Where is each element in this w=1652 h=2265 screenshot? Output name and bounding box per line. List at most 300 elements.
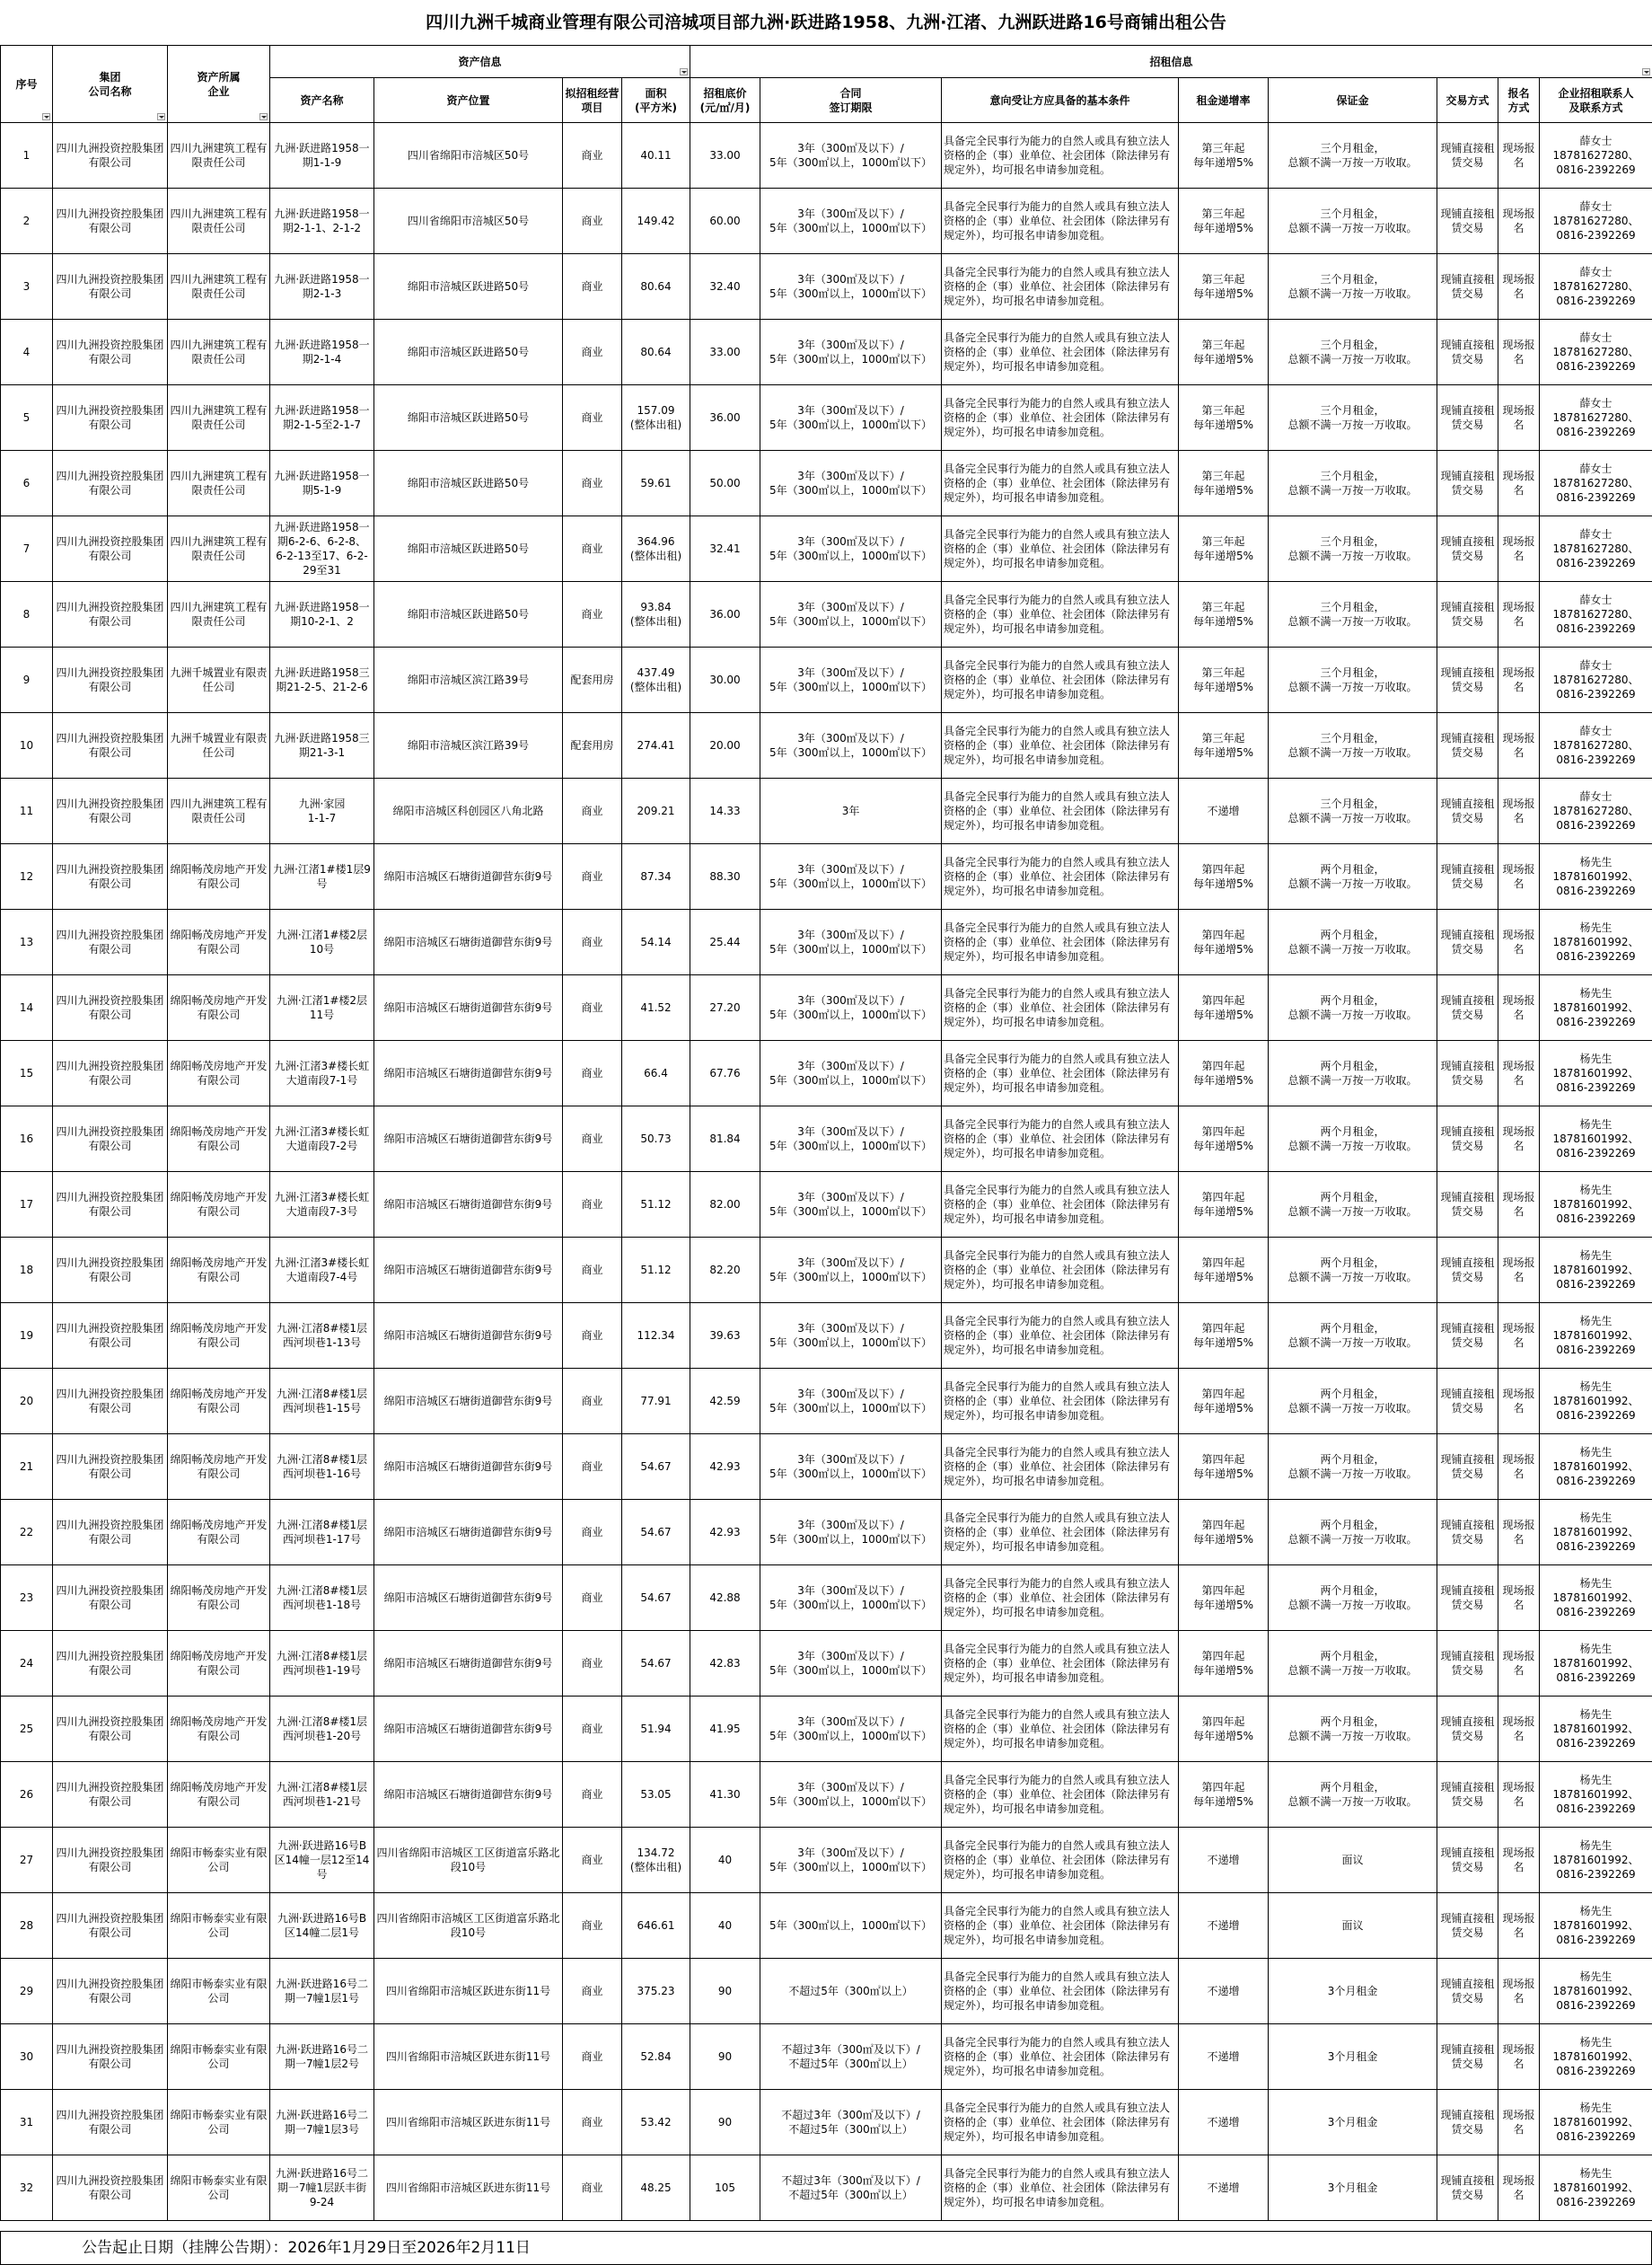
signup-cell: 现场报名 <box>1498 385 1540 451</box>
group-company-cell: 四川九洲投资控股集团有限公司 <box>53 2024 168 2090</box>
term-cell: 3年（300㎡及以下）/ 5年（300㎡以上，1000㎡以下） <box>760 1041 942 1106</box>
asset-owner-cell: 绵阳市畅泰实业有限公司 <box>168 1828 270 1893</box>
term-cell: 3年（300㎡及以下）/ 5年（300㎡以上，1000㎡以下） <box>760 123 942 189</box>
asset-name-cell: 九洲·跃进路16号二期一7幢1层2号 <box>270 2024 374 2090</box>
base-price-cell: 39.63 <box>690 1303 760 1369</box>
conditions-cell: 具备完全民事行为能力的自然人或具有独立法人资格的企（事）业单位、社会团体（除法律另有规定外），均可报名申请参加竞租。 <box>942 910 1179 975</box>
method-cell: 现铺直接租赁交易 <box>1437 1041 1498 1106</box>
conditions-cell: 具备完全民事行为能力的自然人或具有独立法人资格的企（事）业单位、社会团体（除法律另有规定外），均可报名申请参加竞租。 <box>942 1697 1179 1762</box>
method-cell: 现铺直接租赁交易 <box>1437 1893 1498 1959</box>
conditions-cell: 具备完全民事行为能力的自然人或具有独立法人资格的企（事）业单位、社会团体（除法律另有规定外），均可报名申请参加竞租。 <box>942 1500 1179 1565</box>
asset-location-cell: 绵阳市涪城区跃进路50号 <box>374 451 563 516</box>
asset-name-cell: 九洲·江渚1#楼2层10号 <box>270 910 374 975</box>
business-cell: 商业 <box>563 910 622 975</box>
filter-dropdown-icon[interactable] <box>42 113 50 120</box>
group-company-cell: 四川九洲投资控股集团有限公司 <box>53 1303 168 1369</box>
header-seq: 序号 <box>1 46 53 123</box>
table-row <box>1 648 1652 713</box>
signup-cell: 现场报名 <box>1498 1828 1540 1893</box>
header-group-company: 集团 公司名称 <box>53 46 168 123</box>
signup-cell: 现场报名 <box>1498 1500 1540 1565</box>
asset-owner-cell: 绵阳市畅泰实业有限公司 <box>168 2155 270 2221</box>
asset-owner-cell: 绵阳畅茂房地产开发有限公司 <box>168 1565 270 1631</box>
signup-cell: 现场报名 <box>1498 2090 1540 2155</box>
asset-location-cell: 绵阳市涪城区石塘街道御营东街9号 <box>374 1041 563 1106</box>
conditions-cell: 具备完全民事行为能力的自然人或具有独立法人资格的企（事）业单位、社会团体（除法律另有规定外），均可报名申请参加竞租。 <box>942 1369 1179 1434</box>
business-cell: 商业 <box>563 2155 622 2221</box>
asset-owner-cell: 四川九洲建筑工程有限责任公司 <box>168 779 270 844</box>
base-price-cell: 14.33 <box>690 779 760 844</box>
contact-cell: 薛女士 18781627280、 0816-2392269 <box>1540 123 1652 189</box>
business-cell: 商业 <box>563 2090 622 2155</box>
contact-cell: 杨先生 18781601992、 0816-2392269 <box>1540 1106 1652 1172</box>
business-cell: 商业 <box>563 451 622 516</box>
asset-location-cell: 绵阳市涪城区石塘街道御营东街9号 <box>374 975 563 1041</box>
deposit-cell: 3个月租金 <box>1269 2155 1437 2221</box>
group-company-cell: 四川九洲投资控股集团有限公司 <box>53 320 168 385</box>
increase-cell: 第三年起 每年递增5% <box>1179 516 1269 582</box>
base-price-cell: 42.59 <box>690 1369 760 1434</box>
table-row <box>1 451 1652 516</box>
asset-name-cell: 九洲·跃进路1958一期2-1-5至2-1-7 <box>270 385 374 451</box>
contact-cell: 薛女士 18781627280、 0816-2392269 <box>1540 582 1652 648</box>
asset-location-cell: 绵阳市涪城区跃进路50号 <box>374 320 563 385</box>
group-company-cell: 四川九洲投资控股集团有限公司 <box>53 1500 168 1565</box>
asset-owner-cell: 四川九洲建筑工程有限责任公司 <box>168 320 270 385</box>
method-cell: 现铺直接租赁交易 <box>1437 189 1498 254</box>
signup-cell: 现场报名 <box>1498 254 1540 320</box>
method-cell: 现铺直接租赁交易 <box>1437 2155 1498 2221</box>
business-cell: 商业 <box>563 844 622 910</box>
asset-owner-cell: 绵阳畅茂房地产开发有限公司 <box>168 844 270 910</box>
signup-cell: 现场报名 <box>1498 910 1540 975</box>
asset-name-cell: 九洲·跃进路16号二期一7幢1层跃丰街9-24 <box>270 2155 374 2221</box>
conditions-cell: 具备完全民事行为能力的自然人或具有独立法人资格的企（事）业单位、社会团体（除法律另有规定外），均可报名申请参加竞租。 <box>942 1238 1179 1303</box>
term-cell: 3年（300㎡及以下）/ 5年（300㎡以上，1000㎡以下） <box>760 910 942 975</box>
group-company-cell: 四川九洲投资控股集团有限公司 <box>53 1434 168 1500</box>
asset-location-cell: 四川省绵阳市涪城区跃进东街11号 <box>374 2155 563 2221</box>
asset-location-cell: 绵阳市涪城区跃进路50号 <box>374 582 563 648</box>
table-row <box>1 254 1652 320</box>
row-seq-cell: 4 <box>1 320 53 385</box>
asset-location-cell: 绵阳市涪城区石塘街道御营东街9号 <box>374 844 563 910</box>
contact-cell: 杨先生 18781601992、 0816-2392269 <box>1540 1893 1652 1959</box>
asset-location-cell: 绵阳市涪城区石塘街道御营东街9号 <box>374 1303 563 1369</box>
asset-location-cell: 四川省绵阳市涪城区工区街道富乐路北段10号 <box>374 1893 563 1959</box>
conditions-cell: 具备完全民事行为能力的自然人或具有独立法人资格的企（事）业单位、社会团体（除法律另有规定外），均可报名申请参加竞租。 <box>942 1893 1179 1959</box>
deposit-cell: 三个月租金， 总额不满一万按一万收取。 <box>1269 516 1437 582</box>
method-cell: 现铺直接租赁交易 <box>1437 385 1498 451</box>
asset-location-cell: 四川省绵阳市涪城区50号 <box>374 123 563 189</box>
signup-cell: 现场报名 <box>1498 779 1540 844</box>
asset-location-cell: 绵阳市涪城区石塘街道御营东街9号 <box>374 1565 563 1631</box>
table-row <box>1 1172 1652 1238</box>
row-seq-cell: 25 <box>1 1697 53 1762</box>
row-seq-cell: 14 <box>1 975 53 1041</box>
asset-location-cell: 绵阳市涪城区石塘街道御营东街9号 <box>374 1500 563 1565</box>
conditions-cell: 具备完全民事行为能力的自然人或具有独立法人资格的企（事）业单位、社会团体（除法律另有规定外），均可报名申请参加竞租。 <box>942 1172 1179 1238</box>
base-price-cell: 42.93 <box>690 1434 760 1500</box>
header-base-price: 招租底价 (元/㎡/月) <box>690 78 760 123</box>
group-company-cell: 四川九洲投资控股集团有限公司 <box>53 1828 168 1893</box>
business-cell: 商业 <box>563 1697 622 1762</box>
asset-location-cell: 绵阳市涪城区石塘街道御营东街9号 <box>374 1697 563 1762</box>
increase-cell: 第三年起 每年递增5% <box>1179 713 1269 779</box>
asset-owner-cell: 绵阳畅茂房地产开发有限公司 <box>168 910 270 975</box>
contact-cell: 薛女士 18781627280、 0816-2392269 <box>1540 451 1652 516</box>
term-cell: 3年（300㎡及以下）/ 5年（300㎡以上，1000㎡以下） <box>760 516 942 582</box>
increase-cell: 第四年起 每年递增5% <box>1179 1369 1269 1434</box>
signup-cell: 现场报名 <box>1498 1434 1540 1500</box>
signup-cell: 现场报名 <box>1498 975 1540 1041</box>
method-cell: 现铺直接租赁交易 <box>1437 1434 1498 1500</box>
table-row <box>1 1697 1652 1762</box>
base-price-cell: 33.00 <box>690 123 760 189</box>
area-cell: 209.21 <box>622 779 690 844</box>
asset-name-cell: 九洲·江渚1#楼1层9号 <box>270 844 374 910</box>
row-seq-cell: 5 <box>1 385 53 451</box>
increase-cell: 第四年起 每年递增5% <box>1179 1106 1269 1172</box>
asset-location-cell: 绵阳市涪城区跃进路50号 <box>374 385 563 451</box>
deposit-cell: 三个月租金， 总额不满一万按一万收取。 <box>1269 648 1437 713</box>
business-cell: 商业 <box>563 1041 622 1106</box>
method-cell: 现铺直接租赁交易 <box>1437 1500 1498 1565</box>
method-cell: 现铺直接租赁交易 <box>1437 320 1498 385</box>
increase-cell: 第四年起 每年递增5% <box>1179 975 1269 1041</box>
filter-dropdown-icon[interactable] <box>1642 68 1650 75</box>
business-cell: 商业 <box>563 189 622 254</box>
group-company-cell: 四川九洲投资控股集团有限公司 <box>53 254 168 320</box>
group-company-cell: 四川九洲投资控股集团有限公司 <box>53 1697 168 1762</box>
method-cell: 现铺直接租赁交易 <box>1437 1303 1498 1369</box>
increase-cell: 不递增 <box>1179 2090 1269 2155</box>
asset-name-cell: 九洲·跃进路1958一期10-2-1、2 <box>270 582 374 648</box>
area-cell: 51.94 <box>622 1697 690 1762</box>
row-seq-cell: 17 <box>1 1172 53 1238</box>
business-cell: 商业 <box>563 779 622 844</box>
table-row <box>1 1762 1652 1828</box>
asset-name-cell: 九洲·跃进路16号二期一7幢1层1号 <box>270 1959 374 2024</box>
header-business: 拟招租经营项目 <box>563 78 622 123</box>
area-cell: 87.34 <box>622 844 690 910</box>
base-price-cell: 40 <box>690 1828 760 1893</box>
area-cell: 375.23 <box>622 1959 690 2024</box>
table-row <box>1 1631 1652 1697</box>
signup-cell: 现场报名 <box>1498 1369 1540 1434</box>
table-row <box>1 1500 1652 1565</box>
group-company-cell: 四川九洲投资控股集团有限公司 <box>53 1172 168 1238</box>
area-cell: 54.67 <box>622 1631 690 1697</box>
method-cell: 现铺直接租赁交易 <box>1437 779 1498 844</box>
row-seq-cell: 29 <box>1 1959 53 2024</box>
term-cell: 3年（300㎡及以下）/ 5年（300㎡以上，1000㎡以下） <box>760 713 942 779</box>
group-company-cell: 四川九洲投资控股集团有限公司 <box>53 648 168 713</box>
business-cell: 商业 <box>563 1631 622 1697</box>
contact-cell: 杨先生 18781601992、 0816-2392269 <box>1540 1369 1652 1434</box>
base-price-cell: 82.20 <box>690 1238 760 1303</box>
signup-cell: 现场报名 <box>1498 2155 1540 2221</box>
header-contact: 企业招租联系人 及联系方式 <box>1540 78 1652 123</box>
term-cell: 3年（300㎡及以下）/ 5年（300㎡以上，1000㎡以下） <box>760 844 942 910</box>
base-price-cell: 90 <box>690 2090 760 2155</box>
asset-owner-cell: 四川九洲建筑工程有限责任公司 <box>168 451 270 516</box>
asset-name-cell: 九洲·跃进路1958一期2-1-1、2-1-2 <box>270 189 374 254</box>
asset-name-cell: 九洲·江渚8#楼1层西河坝巷1-13号 <box>270 1303 374 1369</box>
header-method: 交易方式 <box>1437 78 1498 123</box>
signup-cell: 现场报名 <box>1498 1106 1540 1172</box>
method-cell: 现铺直接租赁交易 <box>1437 2090 1498 2155</box>
asset-owner-cell: 绵阳畅茂房地产开发有限公司 <box>168 1762 270 1828</box>
row-seq-cell: 26 <box>1 1762 53 1828</box>
contact-cell: 杨先生 18781601992、 0816-2392269 <box>1540 1828 1652 1893</box>
term-cell: 3年（300㎡及以下）/ 5年（300㎡以上，1000㎡以下） <box>760 1106 942 1172</box>
contact-cell: 杨先生 18781601992、 0816-2392269 <box>1540 1762 1652 1828</box>
business-cell: 商业 <box>563 1565 622 1631</box>
header-area: 面积 (平方米) <box>622 78 690 123</box>
filter-dropdown-icon[interactable] <box>259 113 268 120</box>
term-cell: 3年（300㎡及以下）/ 5年（300㎡以上，1000㎡以下） <box>760 189 942 254</box>
deposit-cell: 三个月租金， 总额不满一万按一万收取。 <box>1269 254 1437 320</box>
asset-location-cell: 绵阳市涪城区石塘街道御营东街9号 <box>374 1172 563 1238</box>
asset-name-cell: 九洲·跃进路1958一期2-1-4 <box>270 320 374 385</box>
increase-cell: 不递增 <box>1179 1893 1269 1959</box>
table-row <box>1 1959 1652 2024</box>
row-seq-cell: 1 <box>1 123 53 189</box>
deposit-cell: 两个月租金， 总额不满一万按一万收取。 <box>1269 1762 1437 1828</box>
contact-cell: 杨先生 18781601992、 0816-2392269 <box>1540 1697 1652 1762</box>
increase-cell: 第四年起 每年递增5% <box>1179 1434 1269 1500</box>
group-company-cell: 四川九洲投资控股集团有限公司 <box>53 2155 168 2221</box>
deposit-cell: 三个月租金， 总额不满一万按一万收取。 <box>1269 779 1437 844</box>
business-cell: 商业 <box>563 1172 622 1238</box>
deposit-cell: 三个月租金， 总额不满一万按一万收取。 <box>1269 189 1437 254</box>
asset-location-cell: 四川省绵阳市涪城区50号 <box>374 189 563 254</box>
area-cell: 437.49 (整体出租) <box>622 648 690 713</box>
table-row <box>1 582 1652 648</box>
asset-name-cell: 九洲·跃进路16号二期一7幢1层3号 <box>270 2090 374 2155</box>
conditions-cell: 具备完全民事行为能力的自然人或具有独立法人资格的企（事）业单位、社会团体（除法律另有规定外），均可报名申请参加竞租。 <box>942 1106 1179 1172</box>
conditions-cell: 具备完全民事行为能力的自然人或具有独立法人资格的企（事）业单位、社会团体（除法律另有规定外），均可报名申请参加竞租。 <box>942 254 1179 320</box>
table-row <box>1 2024 1652 2090</box>
asset-name-cell: 九洲·跃进路1958一期6-2-6、6-2-8、6-2-13至17、6-2-29至31 <box>270 516 374 582</box>
asset-owner-cell: 绵阳市畅泰实业有限公司 <box>168 2090 270 2155</box>
table-row <box>1 1303 1652 1369</box>
contact-cell: 杨先生 18781601992、 0816-2392269 <box>1540 1500 1652 1565</box>
table-row <box>1 1238 1652 1303</box>
conditions-cell: 具备完全民事行为能力的自然人或具有独立法人资格的企（事）业单位、社会团体（除法律另有规定外），均可报名申请参加竞租。 <box>942 648 1179 713</box>
asset-name-cell: 九洲·江渚8#楼1层西河坝巷1-17号 <box>270 1500 374 1565</box>
base-price-cell: 42.88 <box>690 1565 760 1631</box>
conditions-cell: 具备完全民事行为能力的自然人或具有独立法人资格的企（事）业单位、社会团体（除法律另有规定外），均可报名申请参加竞租。 <box>942 516 1179 582</box>
table-row <box>1 1106 1652 1172</box>
header-term: 合同 签订期限 <box>760 78 942 123</box>
asset-name-cell: 九洲·江渚8#楼1层西河坝巷1-21号 <box>270 1762 374 1828</box>
asset-name-cell: 九洲·江渚3#楼长虹大道南段7-1号 <box>270 1041 374 1106</box>
deposit-cell: 两个月租金， 总额不满一万按一万收取。 <box>1269 1238 1437 1303</box>
area-cell: 51.12 <box>622 1238 690 1303</box>
contact-cell: 薛女士 18781627280、 0816-2392269 <box>1540 254 1652 320</box>
asset-name-cell: 九洲·跃进路1958一期1-1-9 <box>270 123 374 189</box>
increase-cell: 第三年起 每年递增5% <box>1179 451 1269 516</box>
asset-owner-cell: 绵阳畅茂房地产开发有限公司 <box>168 1172 270 1238</box>
area-cell: 54.67 <box>622 1434 690 1500</box>
table-row <box>1 975 1652 1041</box>
deposit-cell: 两个月租金， 总额不满一万按一万收取。 <box>1269 1500 1437 1565</box>
business-cell: 商业 <box>563 1828 622 1893</box>
row-seq-cell: 13 <box>1 910 53 975</box>
signup-cell: 现场报名 <box>1498 1631 1540 1697</box>
asset-name-cell: 九洲·江渚1#楼2层11号 <box>270 975 374 1041</box>
base-price-cell: 90 <box>690 1959 760 2024</box>
contact-cell: 杨先生 18781601992、 0816-2392269 <box>1540 2024 1652 2090</box>
asset-owner-cell: 四川九洲建筑工程有限责任公司 <box>168 123 270 189</box>
business-cell: 商业 <box>563 1303 622 1369</box>
business-cell: 商业 <box>563 320 622 385</box>
asset-owner-cell: 四川九洲建筑工程有限责任公司 <box>168 582 270 648</box>
group-company-cell: 四川九洲投资控股集团有限公司 <box>53 1041 168 1106</box>
group-company-cell: 四川九洲投资控股集团有限公司 <box>53 451 168 516</box>
asset-location-cell: 绵阳市涪城区石塘街道御营东街9号 <box>374 1238 563 1303</box>
asset-location-cell: 绵阳市涪城区科创园区八角北路 <box>374 779 563 844</box>
asset-owner-cell: 绵阳畅茂房地产开发有限公司 <box>168 1041 270 1106</box>
asset-name-cell: 九洲·江渚3#楼长虹大道南段7-4号 <box>270 1238 374 1303</box>
base-price-cell: 60.00 <box>690 189 760 254</box>
contact-cell: 薛女士 18781627280、 0816-2392269 <box>1540 648 1652 713</box>
asset-owner-cell: 四川九洲建筑工程有限责任公司 <box>168 189 270 254</box>
signup-cell: 现场报名 <box>1498 1303 1540 1369</box>
method-cell: 现铺直接租赁交易 <box>1437 254 1498 320</box>
contact-cell: 杨先生 18781601992、 0816-2392269 <box>1540 1238 1652 1303</box>
base-price-cell: 33.00 <box>690 320 760 385</box>
row-seq-cell: 31 <box>1 2090 53 2155</box>
header-asset-location: 资产位置 <box>374 78 563 123</box>
asset-owner-cell: 绵阳畅茂房地产开发有限公司 <box>168 1500 270 1565</box>
row-seq-cell: 10 <box>1 713 53 779</box>
deposit-cell: 3个月租金 <box>1269 1959 1437 2024</box>
term-cell: 不超过3年（300㎡及以下）/ 不超过5年（300㎡以上） <box>760 2024 942 2090</box>
method-cell: 现铺直接租赁交易 <box>1437 1565 1498 1631</box>
method-cell: 现铺直接租赁交易 <box>1437 123 1498 189</box>
base-price-cell: 82.00 <box>690 1172 760 1238</box>
contact-cell: 薛女士 18781627280、 0816-2392269 <box>1540 713 1652 779</box>
asset-name-cell: 九洲·江渚8#楼1层西河坝巷1-20号 <box>270 1697 374 1762</box>
asset-name-cell: 九洲·江渚8#楼1层西河坝巷1-16号 <box>270 1434 374 1500</box>
area-cell: 54.67 <box>622 1500 690 1565</box>
term-cell: 3年（300㎡及以下）/ 5年（300㎡以上，1000㎡以下） <box>760 1303 942 1369</box>
method-cell: 现铺直接租赁交易 <box>1437 1238 1498 1303</box>
signup-cell: 现场报名 <box>1498 844 1540 910</box>
asset-name-cell: 九洲·江渚8#楼1层西河坝巷1-19号 <box>270 1631 374 1697</box>
area-cell: 41.52 <box>622 975 690 1041</box>
deposit-cell: 两个月租金， 总额不满一万按一万收取。 <box>1269 1369 1437 1434</box>
method-cell: 现铺直接租赁交易 <box>1437 1369 1498 1434</box>
signup-cell: 现场报名 <box>1498 713 1540 779</box>
business-cell: 商业 <box>563 1106 622 1172</box>
term-cell: 3年（300㎡及以下）/ 5年（300㎡以上，1000㎡以下） <box>760 1828 942 1893</box>
asset-location-cell: 四川省绵阳市涪城区跃进东街11号 <box>374 1959 563 2024</box>
deposit-cell: 两个月租金， 总额不满一万按一万收取。 <box>1269 1106 1437 1172</box>
area-cell: 50.73 <box>622 1106 690 1172</box>
base-price-cell: 67.76 <box>690 1041 760 1106</box>
increase-cell: 第四年起 每年递增5% <box>1179 1041 1269 1106</box>
base-price-cell: 36.00 <box>690 385 760 451</box>
conditions-cell: 具备完全民事行为能力的自然人或具有独立法人资格的企（事）业单位、社会团体（除法律另有规定外），均可报名申请参加竞租。 <box>942 1828 1179 1893</box>
asset-location-cell: 绵阳市涪城区石塘街道御营东街9号 <box>374 1106 563 1172</box>
business-cell: 商业 <box>563 385 622 451</box>
deposit-cell: 3个月租金 <box>1269 2090 1437 2155</box>
increase-cell: 不递增 <box>1179 1959 1269 2024</box>
asset-owner-cell: 四川九洲建筑工程有限责任公司 <box>168 385 270 451</box>
conditions-cell: 具备完全民事行为能力的自然人或具有独立法人资格的企（事）业单位、社会团体（除法律另有规定外），均可报名申请参加竞租。 <box>942 2024 1179 2090</box>
contact-cell: 薛女士 18781627280、 0816-2392269 <box>1540 189 1652 254</box>
row-seq-cell: 20 <box>1 1369 53 1434</box>
contact-cell: 杨先生 18781601992、 0816-2392269 <box>1540 1172 1652 1238</box>
group-company-cell: 四川九洲投资控股集团有限公司 <box>53 2090 168 2155</box>
asset-owner-cell: 绵阳畅茂房地产开发有限公司 <box>168 1434 270 1500</box>
table-row <box>1 516 1652 582</box>
area-cell: 54.14 <box>622 910 690 975</box>
method-cell: 现铺直接租赁交易 <box>1437 516 1498 582</box>
increase-cell: 第四年起 每年递增5% <box>1179 844 1269 910</box>
area-cell: 274.41 <box>622 713 690 779</box>
base-price-cell: 42.83 <box>690 1631 760 1697</box>
term-cell: 3年（300㎡及以下）/ 5年（300㎡以上，1000㎡以下） <box>760 320 942 385</box>
asset-owner-cell: 四川九洲建筑工程有限责任公司 <box>168 516 270 582</box>
filter-dropdown-icon[interactable] <box>157 113 165 120</box>
deposit-cell: 两个月租金， 总额不满一万按一万收取。 <box>1269 1565 1437 1631</box>
conditions-cell: 具备完全民事行为能力的自然人或具有独立法人资格的企（事）业单位、社会团体（除法律另有规定外），均可报名申请参加竞租。 <box>942 1762 1179 1828</box>
asset-owner-cell: 九洲千城置业有限责任公司 <box>168 713 270 779</box>
contact-cell: 杨先生 18781601992、 0816-2392269 <box>1540 1565 1652 1631</box>
asset-name-cell: 九洲·跃进路16号B区14幢一层12至14号 <box>270 1828 374 1893</box>
business-cell: 商业 <box>563 1893 622 1959</box>
method-cell: 现铺直接租赁交易 <box>1437 582 1498 648</box>
row-seq-cell: 24 <box>1 1631 53 1697</box>
area-cell: 53.42 <box>622 2090 690 2155</box>
increase-cell: 不递增 <box>1179 779 1269 844</box>
row-seq-cell: 3 <box>1 254 53 320</box>
term-cell: 5年（300㎡以上，1000㎡以下） <box>760 1893 942 1959</box>
conditions-cell: 具备完全民事行为能力的自然人或具有独立法人资格的企（事）业单位、社会团体（除法律另有规定外），均可报名申请参加竞租。 <box>942 779 1179 844</box>
table-row <box>1 123 1652 189</box>
row-seq-cell: 18 <box>1 1238 53 1303</box>
method-cell: 现铺直接租赁交易 <box>1437 451 1498 516</box>
contact-cell: 杨先生 18781601992、 0816-2392269 <box>1540 844 1652 910</box>
asset-owner-cell: 绵阳畅茂房地产开发有限公司 <box>168 1697 270 1762</box>
asset-name-cell: 九洲·跃进路1958三期21-2-5、21-2-6 <box>270 648 374 713</box>
conditions-cell: 具备完全民事行为能力的自然人或具有独立法人资格的企（事）业单位、社会团体（除法律另有规定外），均可报名申请参加竞租。 <box>942 123 1179 189</box>
base-price-cell: 20.00 <box>690 713 760 779</box>
business-cell: 商业 <box>563 1500 622 1565</box>
base-price-cell: 27.20 <box>690 975 760 1041</box>
signup-cell: 现场报名 <box>1498 320 1540 385</box>
increase-cell: 第四年起 每年递增5% <box>1179 1172 1269 1238</box>
signup-cell: 现场报名 <box>1498 189 1540 254</box>
term-cell: 3年（300㎡及以下）/ 5年（300㎡以上，1000㎡以下） <box>760 451 942 516</box>
asset-name-cell: 九洲·跃进路1958一期2-1-3 <box>270 254 374 320</box>
asset-location-cell: 四川省绵阳市涪城区工区街道富乐路北段10号 <box>374 1828 563 1893</box>
increase-cell: 第四年起 每年递增5% <box>1179 1238 1269 1303</box>
conditions-cell: 具备完全民事行为能力的自然人或具有独立法人资格的企（事）业单位、社会团体（除法律另有规定外），均可报名申请参加竞租。 <box>942 320 1179 385</box>
business-cell: 配套用房 <box>563 648 622 713</box>
term-cell: 3年（300㎡及以下）/ 5年（300㎡以上，1000㎡以下） <box>760 254 942 320</box>
area-cell: 93.84 (整体出租) <box>622 582 690 648</box>
business-cell: 商业 <box>563 1369 622 1434</box>
area-cell: 53.05 <box>622 1762 690 1828</box>
table-row <box>1 1893 1652 1959</box>
business-cell: 商业 <box>563 1238 622 1303</box>
filter-dropdown-icon[interactable] <box>680 68 688 75</box>
